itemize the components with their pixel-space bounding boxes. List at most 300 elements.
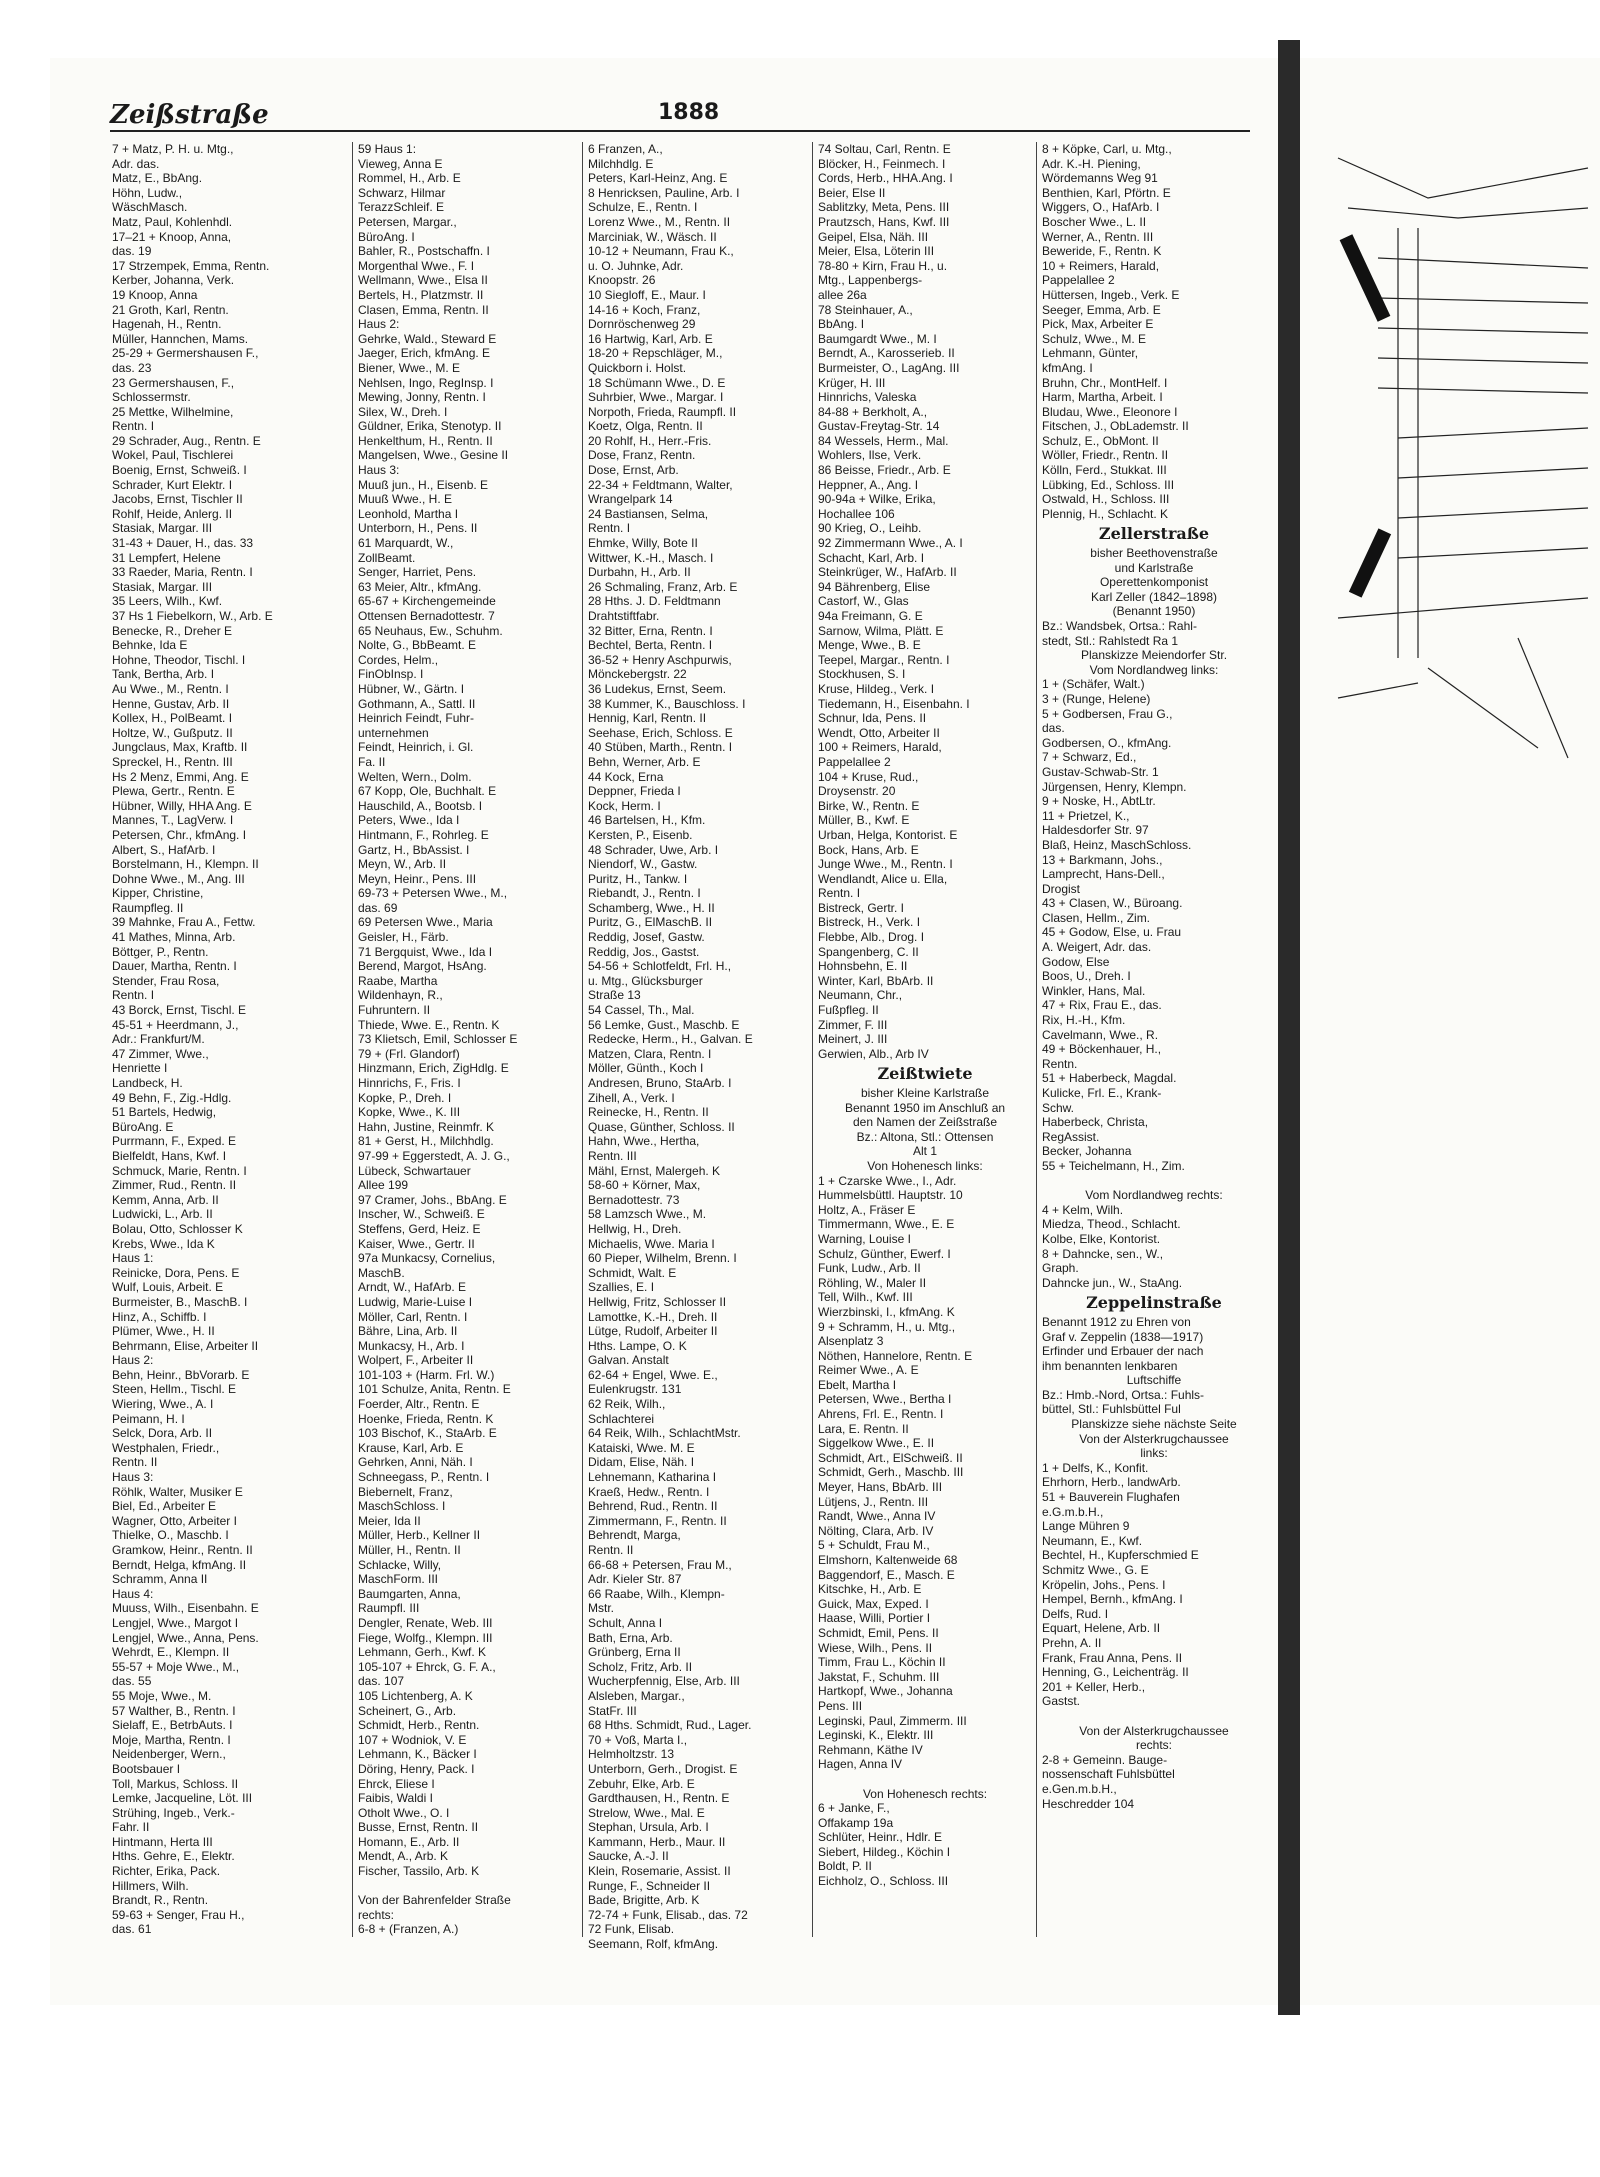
directory-entry: Sarnow, Wilma, Plätt. E [818,623,944,638]
directory-entry: Kulicke, Frl. E., Krank- [1042,1086,1162,1100]
directory-entry: Peters, Wwe., Ida I [358,813,460,828]
directory-entry: Lamprecht, Hans-Dell., [1042,867,1165,882]
directory-entry: Gardthausen, H., Rentn. E [588,1791,730,1806]
directory-entry: Meyn, W., Arb. II [358,857,447,872]
directory-entry: Haus 2: [358,317,400,332]
street-note: links: [1140,1446,1168,1461]
directory-entry: Kemm, Anna, Arb. II [112,1192,219,1207]
directory-entry: 84-88 + Berkholt, A., [818,404,928,419]
directory-entry: Mewing, Jonny, Rentn. I [358,390,486,405]
directory-entry: Stasiak, Margar. III [112,579,213,594]
directory-entry: Holtze, W., Gußputz. II [112,725,233,740]
directory-entry: 28 Hths. J. D. Feldtmann [588,594,721,609]
directory-entry: Wendt, Otto, Arbeiter II [818,725,940,740]
directory-entry: Graf v. Zeppelin (1838—1917) [1042,1329,1204,1344]
directory-entry: Kaiser, Wwe., Gertr. II [358,1236,475,1251]
directory-entry: Leginski, Paul, Zimmerm. III [818,1713,967,1728]
directory-entry: 86 Beisse, Friedr., Arb. E [818,463,951,478]
directory-entry: Otholt Wwe., O. I [358,1805,450,1820]
directory-entry: Wiese, Wilh., Pens. II [818,1640,933,1655]
street-note: Luftschiffe [1126,1373,1182,1388]
directory-entry: Rentn. II [588,1543,634,1557]
directory-entry: Bahler, R., Postschaffn. I [358,244,490,259]
directory-entry: Rentn. I [112,419,155,434]
directory-entry: büttel, Stl.: Fuhlsbüttel Ful [1042,1402,1181,1417]
directory-entry: Birke, W., Rentn. E [818,798,920,813]
directory-entry: Dose, Franz, Rentn. [588,448,696,463]
directory-entry: Schulz, Wwe., M. E [1042,331,1147,346]
directory-entry: 78 Steinhauer, A., [818,302,913,317]
directory-entry: Berndt, A., Karosserieb. II [818,346,955,361]
directory-entry: Reddig, Jos., Gastst. [588,944,700,959]
directory-entry: Bähre, Lina, Arb. II [358,1324,458,1339]
directory-entry [1042,1174,1266,1189]
directory-entry: e.Gen.m.b.H., [1042,1781,1117,1796]
directory-entry: 17–21 + Knoop, Anna, [112,229,232,244]
directory-entry: 105 Lichtenberg, A. K [358,1688,473,1703]
directory-entry: 69-73 + Petersen Wwe., M., [358,886,508,901]
directory-entry: 97 Cramer, Johs., BbAng. E [358,1192,507,1207]
directory-entry: Lara, E. Rentn. II [818,1421,909,1436]
directory-entry: Kopke, P., Dreh. I [358,1090,452,1105]
directory-entry: Elmshorn, Kaltenweide 68 [818,1553,958,1567]
directory-entry: 7 + Matz, P. H. u. Mtg., [112,142,234,156]
directory-entry: Droysenstr. 20 [818,784,896,799]
directory-entry: Hinnrichs, F., Fris. I [358,1076,461,1090]
directory-entry: Röhling, W., Maler II [818,1275,927,1290]
directory-entry: MaschForm. III [358,1572,439,1587]
directory-entry: Reinecke, H., Rentn. II [588,1105,709,1120]
directory-entry: Cords, Herb., HHA.Ang. I [818,171,953,186]
directory-entry: 66 Raabe, Wilh., Klempn- [588,1586,725,1601]
directory-entry: Beweride, F., Rentn. K [1042,244,1162,259]
directory-entry: 32 Bitter, Erna, Rentn. I [588,623,713,638]
directory-entry: Menge, Wwe., B. E [818,638,921,653]
directory-entry: Lütge, Rudolf, Arbeiter II [588,1324,718,1339]
directory-entry: 45-51 + Heerdmann, J., [112,1017,239,1032]
directory-entry: A. Weigert, Adr. das. [1042,940,1152,955]
directory-entry: MaschB. [358,1265,405,1280]
directory-entry: u. O. Juhnke, Adr. [588,258,684,273]
directory-entry: Jungclaus, Max, Kraftb. II [112,740,248,755]
directory-entry: Lehmann, Gerh., Kwf. K [358,1645,487,1660]
directory-entry: Lengjel, Wwe., Margot I [112,1615,239,1630]
directory-entry: Schneegass, P., Rentn. I [358,1470,490,1485]
directory-entry: Mangelsen, Wwe., Gesine II [358,448,509,463]
street-note: Vom Nordlandweg links: [1089,662,1219,677]
directory-entry: Borstelmann, H., Klempn. II [112,857,259,872]
street-note: Von der Alsterkrugchaussee [1079,1431,1229,1446]
directory-entry: Vieweg, Anna E [358,156,443,171]
directory-entry: Winter, Karl, BbArb. II [818,973,934,988]
directory-entry: 54-56 + Schlotfeldt, Frl. H., [588,959,732,974]
directory-entry: Dose, Ernst, Arb. [588,463,679,478]
directory-entry: Albert, S., HafArb. I [112,842,216,857]
column-divider [812,142,813,1937]
directory-entry: 59 Haus 1: [358,142,417,156]
directory-entry: Blöcker, H., Feinmech. I [818,156,946,171]
directory-entry: 51 + Haberbeck, Magdal. [1042,1071,1177,1086]
directory-entry: Hohnsbehn, E. II [818,959,908,974]
directory-entry: Behrmann, Elise, Arbeiter II [112,1338,259,1353]
directory-entry: FinObInsp. I [358,667,424,682]
directory-entry: Schlossermstr. [112,390,191,405]
directory-entry: Nehlsen, Ingo, RegInsp. I [358,375,494,390]
directory-entry: 56 Lemke, Gust., Maschb. E [588,1017,740,1032]
directory-entry: Zimmermann, F., Rentn. II [588,1513,727,1528]
directory-entry: Kock, Herm. I [588,798,661,813]
directory-entry: 97a Munkacsy, Cornelius, [358,1251,496,1266]
directory-entry: RegAssist. [1042,1129,1100,1144]
directory-entry: Haus 2: [112,1353,154,1368]
directory-entry: 74 Soltau, Carl, Rentn. E [818,142,951,156]
directory-entry: Güldner, Erika, Stenotyp. II [358,419,502,434]
column-3 [588,142,808,1952]
directory-entry: Fußpfleg. II [818,1003,879,1018]
directory-entry: ZollBeamt. [358,550,416,565]
directory-entry: Haus 4: [112,1586,154,1601]
directory-entry: Riebandt, J., Rentn. I [588,886,701,901]
directory-entry: 14-16 + Koch, Franz, [588,302,701,317]
directory-entry: 23 Germershausen, F., [112,375,235,390]
directory-entry: Hinzmann, Erich, ZigHdlg. E [358,1061,509,1076]
directory-entry: Lehnemann, Katharina I [588,1470,717,1485]
street-heading: Zeißtwiete [877,1064,973,1084]
directory-entry: Wellmann, Wwe., Elsa II [358,273,488,288]
directory-entry: Schrader, Kurt Elektr. I [112,477,233,492]
directory-entry: Bertels, H., Platzmstr. II [358,287,484,302]
directory-entry: Plümer, Wwe., H. II [112,1324,215,1339]
directory-entry: Petersen, Chr., kfmAng. I [112,827,247,842]
directory-entry: Hagen, Anna IV [818,1757,903,1772]
directory-entry: Peimann, H. I [112,1411,185,1426]
directory-entry: 104 + Kruse, Rud., [818,769,919,784]
directory-entry: Henkelthum, H., Rentn. II [358,433,493,448]
directory-entry: Hellwig, H., Dreh. [588,1221,682,1236]
directory-entry: Homann, E., Arb. II [358,1834,460,1849]
street-note: bisher Kleine Karlstraße [860,1086,990,1100]
directory-entry: 1 + Czarske Wwe., I., Adr. [818,1173,957,1188]
directory-entry: Röhlk, Walter, Musiker E [112,1484,243,1499]
street-note: Karl Zeller (1842–1898) [1090,589,1218,604]
directory-entry: StatFr. III [588,1703,637,1718]
directory-entry: 68 Hths. Schmidt, Rud., Lager. [588,1718,752,1733]
directory-entry: Kraeß, Hedw., Rentn. I [588,1484,710,1499]
directory-entry: Bath, Erna, Arb. [588,1630,673,1645]
street-note: Von Hohenesch rechts: [862,1786,988,1801]
directory-entry: 55 + Teichelmann, H., Zim. [1042,1158,1185,1173]
directory-entry: Berndt, Helga, kfmAng. II [112,1557,247,1572]
directory-entry: Rentn. I [818,886,861,901]
directory-entry: Schacht, Karl, Arb. I [818,550,925,565]
directory-entry: Schamberg, Wwe., H. II [588,900,715,915]
directory-entry: Funk, Ludw., Arb. II [818,1261,921,1276]
directory-entry: Mannes, T., LagVerw. I [112,813,234,828]
directory-entry: Meyn, Heinr., Pens. III [358,871,477,886]
directory-entry: 37 Hs 1 Fiebelkorn, W., Arb. E [112,609,273,623]
directory-entry: Knoopstr. 26 [588,273,656,288]
directory-entry: Krause, Karl, Arb. E [358,1440,464,1455]
directory-entry: Wördemanns Weg 91 [1042,171,1158,186]
directory-entry: Reddig, Josef, Gastw. [588,930,705,945]
directory-entry: Becker, Johanna [1042,1144,1132,1159]
directory-entry: Lengjel, Wwe., Anna, Pens. [112,1630,259,1645]
directory-entry: BbAng. I [818,317,865,332]
directory-entry: TerazzSchleif. E [358,200,445,215]
directory-entry: Boscher Wwe., L. II [1042,214,1147,229]
directory-entry: 70 + Voß, Marta I., [588,1732,688,1747]
directory-entry: Faibis, Waldi I [358,1791,433,1806]
directory-entry: Burmeister, O., LagAng. III [818,360,960,375]
directory-entry: Höhn, Ludw., [112,185,183,200]
directory-entry: 71 Bergquist, Wwe., Ida I [358,944,493,959]
column-1 [112,142,344,1942]
directory-entry: Fitschen, J., ObLademstr. II [1042,419,1189,434]
directory-entry: Jacobs, Ernst, Tischler II [112,492,243,507]
directory-entry: 48 Schrader, Uwe, Arb. I [588,842,719,857]
directory-entry: Schmidt, Herb., Rentn. [358,1718,480,1733]
directory-entry: Schulze, E., Rentn. I [588,200,698,215]
directory-entry: Holtz, A., Fräser E [818,1202,916,1217]
directory-entry: Raumpfl. III [358,1601,420,1616]
directory-entry: Adr. Kieler Str. 87 [588,1572,682,1587]
directory-entry: Rentn. I [112,988,155,1003]
directory-entry: Strelow, Wwe., Mal. E [588,1805,705,1820]
directory-entry: 100 + Reimers, Harald, [818,740,942,755]
directory-entry: Ottensen Bernadottestr. 7 [358,609,495,623]
directory-entry: Gehrke, Wald., Steward E [358,331,497,346]
directory-entry: Bade, Brigitte, Arb. K [588,1893,700,1908]
directory-entry: Bz.: Hmb.-Nord, Ortsa.: Fuhls- [1042,1387,1205,1402]
directory-entry: Hübner, W., Gärtn. I [358,681,465,696]
directory-entry: 67 Kopp, Ole, Buchhalt. E [358,784,497,799]
directory-entry: Kolbe, Elke, Kontorist. [1042,1231,1161,1246]
directory-entry: 73 Klietsch, Emil, Schlosser E [358,1032,518,1047]
directory-entry: Erfinder und Erbauer der nach [1042,1344,1204,1359]
directory-entry: Boldt, P. II [818,1859,872,1874]
directory-entry: Zebuhr, Elke, Arb. E [588,1776,695,1791]
header-year: 1888 [658,100,720,125]
directory-entry: Rehmann, Käthe IV [818,1742,923,1757]
directory-entry: Helmholtzstr. 13 [588,1747,675,1762]
directory-entry: Ehmke, Willy, Bote II [588,536,698,551]
directory-entry: Gustav-Freytag-Str. 14 [818,419,940,434]
directory-entry: Kitschke, H., Arb. E [818,1582,922,1597]
directory-entry: Godbersen, O., kfmAng. [1042,735,1172,750]
column-divider [1036,142,1037,1937]
street-note: Alt 1 [912,1144,937,1159]
directory-entry: 9 + Noske, H., AbtLtr. [1042,794,1156,809]
directory-entry: 4 + Kelm, Wilh. [1042,1202,1124,1217]
directory-entry: 6 Franzen, A., [588,142,663,156]
directory-entry: Silex, W., Dreh. I [358,404,448,419]
directory-entry: allee 26a [818,287,867,302]
directory-entry: Petersen, Margar., [358,214,457,229]
directory-entry: Gramkow, Heinr., Rentn. II [112,1543,253,1557]
directory-entry: Offakamp 19a [818,1815,894,1830]
directory-entry: Wokel, Paul, Tischlerei [112,448,234,463]
directory-entry: Burmeister, B., MaschB. I [112,1294,248,1309]
directory-entry: Hahn, Justine, Reinmfr. K [358,1119,495,1134]
directory-entry: Lütjens, J., Rentn. III [818,1494,929,1509]
directory-entry: 17 Strzempek, Emma, Rentn. [112,258,270,273]
directory-entry: Behn, Heinr., BbVorarb. E [112,1367,250,1382]
street-note: Planskizze Meiendorfer Str. [1080,648,1228,663]
directory-entry: Runge, F., Schneider II [588,1878,711,1893]
directory-entry: Fiege, Wolfg., Klempn. III [358,1630,493,1645]
directory-entry: Schmidt, Walt. E [588,1265,677,1280]
directory-entry: 54 Cassel, Th., Mal. [588,1003,695,1018]
directory-entry: Wendlandt, Alice u. Ella, [818,871,948,886]
directory-entry: Schmuck, Marie, Rentn. I [112,1163,247,1178]
directory-entry: Hennig, Karl, Rentn. II [588,711,707,726]
directory-entry: Neumann, E., Kwf. [1042,1533,1143,1548]
directory-entry: Meier, Ida II [358,1513,421,1528]
directory-entry: Lorenz Wwe., M., Rentn. II [588,214,731,229]
directory-entry: 10 + Reimers, Harald, [1042,258,1160,273]
directory-entry: Deppner, Frieda I [588,784,681,799]
directory-entry: 25-29 + Germershausen F., [112,346,259,361]
directory-entry: Morgenthal Wwe., F. I [358,258,475,273]
directory-entry: Bechtel, H., Kupferschmied E [1042,1548,1199,1563]
directory-entry: Geipel, Elsa, Näh. III [818,229,929,244]
directory-entry: Henne, Gustav, Arb. II [112,696,230,711]
directory-entry: Arndt, W., HafArb. E [358,1280,467,1295]
directory-entry: Baggendorf, E., Masch. E [818,1567,955,1582]
directory-entry: Sielaff, E., BetrbAuts. I [112,1718,233,1733]
directory-entry: Schult, Anna I [588,1615,663,1630]
directory-entry: 10-12 + Neumann, Frau K., [588,244,734,259]
directory-entry: Henriette I [112,1061,168,1076]
street-note: und Karlstraße [1114,560,1194,575]
directory-entry: Schw. [1042,1100,1075,1115]
directory-entry: das. 61 [112,1922,152,1937]
directory-entry: Müller, B., Kwf. E [818,813,910,828]
directory-entry: Stasiak, Margar. III [112,521,213,536]
directory-entry: 65 Neuhaus, Ew., Schuhm. [358,623,503,638]
directory-entry: Drahtstiftfabr. [588,609,660,623]
directory-entry: Muuß Wwe., H. E [358,492,453,507]
directory-entry: Rentn. III [588,1148,637,1163]
directory-entry: 16 Hartwig, Karl, Arb. E [588,331,713,346]
directory-entry: Miedza, Theod., Schlacht. [1042,1217,1181,1232]
directory-entry: Wierzbinski, I., kfmAng. K [818,1304,955,1319]
directory-entry: Seehase, Erich, Schloss. E [588,725,733,740]
directory-entry: 43 + Clasen, W., Büroang. [1042,896,1183,911]
directory-entry: 5 + Schuldt, Frau M., [818,1538,930,1553]
directory-entry: Bruhn, Chr., MontHelf. I [1042,375,1168,390]
column-2 [358,142,578,1942]
directory-entry: Michaelis, Wwe. Maria I [588,1236,715,1251]
directory-entry: Ebelt, Martha I [818,1377,897,1392]
directory-entry: Böttger, P., Rentn. [112,944,209,959]
directory-entry: Tiedemann, H., Eisenbahn. I [818,696,970,711]
directory-entry: Schlacke, Willy, [358,1557,442,1572]
directory-entry: Quase, Günther, Schloss. II [588,1119,735,1134]
directory-entry: Kataiski, Wwe. M. E [588,1440,695,1455]
directory-entry: Zihell, A., Verk. I [588,1090,675,1105]
directory-entry: 64 Reik, Wilh., SchlachtMstr. [588,1426,741,1441]
directory-entry: Mtg., Lappenbergs- [818,273,923,288]
directory-entry: Rohlf, Heide, Anlerg. II [112,506,233,521]
street-note: Von der Alsterkrugchaussee [1079,1723,1229,1738]
directory-entry: 2-8 + Gemeinn. Bauge- [1042,1752,1168,1767]
directory-entry: Dengler, Renate, Web. III [358,1615,493,1630]
directory-entry: 97-99 + Eggerstedt, A. J. G., [358,1148,510,1163]
directory-entry: Redecke, Herm., H., Galvan. E [588,1032,753,1047]
directory-entry: 8 Henricksen, Pauline, Arb. I [588,185,740,200]
directory-entry: 6-8 + (Franzen, A.) [358,1922,459,1937]
directory-entry: Lübeck, Schwartauer [358,1163,471,1178]
directory-entry [358,1879,578,1894]
directory-entry: Bernadottestr. 73 [588,1192,680,1207]
directory-entry: Muuß jun., H., Eisenb. E [358,477,489,492]
directory-entry: Heppner, A., Ang. I [818,477,919,492]
directory-entry: 66-68 + Petersen, Frau M., [588,1557,732,1572]
directory-entry: Lange Mühren 9 [1042,1519,1130,1534]
directory-entry: Unterborn, Gerh., Drogist. E [588,1761,738,1776]
directory-entry: Haldesdorfer Str. 97 [1042,823,1149,838]
directory-entry: 49 + Böckenhauer, H., [1042,1042,1162,1057]
directory-entry: Behrend, Rud., Rentn. II [588,1499,718,1514]
directory-entry: Scholz, Fritz, Arb. II [588,1659,693,1674]
directory-entry: Thiede, Wwe. E., Rentn. K [358,1017,500,1032]
directory-entry: Harm, Martha, Arbeit. I [1042,390,1163,405]
directory-entry: Kopke, Wwe., K. III [358,1105,461,1120]
directory-entry: Hahn, Wwe., Hertha, [588,1134,700,1149]
directory-entry: Lehmann, Günter, [1042,346,1139,361]
directory-entry [1042,1709,1266,1724]
directory-entry: Bistreck, Gertr. I [818,900,905,915]
directory-entry: 51 + Bauverein Flughafen [1042,1490,1180,1505]
directory-entry: Busse, Ernst, Rentn. II [358,1820,479,1835]
directory-entry: das. [1042,721,1065,736]
directory-entry: Fahr. II [112,1820,150,1835]
directory-entry: Hoenke, Frieda, Rentn. K [358,1411,494,1426]
directory-entry: Dauer, Martha, Rentn. I [112,959,237,974]
directory-entry: Plewa, Gertr., Rentn. E [112,784,235,799]
directory-entry: kfmAng. I [1042,360,1093,375]
directory-entry: Drogist [1042,881,1081,896]
directory-entry: Biener, Wwe., M. E [358,360,461,375]
directory-entry: 60 Pieper, Wilhelm, Brenn. I [588,1251,737,1266]
street-note: bisher Beethovenstraße [1090,546,1218,561]
directory-entry: Westphalen, Friedr., [112,1440,220,1455]
directory-entry: Milchhdlg. E [588,156,654,171]
directory-entry: Wiggers, O., HafArb. I [1042,200,1160,215]
directory-entry: Hochallee 106 [818,506,895,521]
directory-entry: Toll, Markus, Schloss. II [112,1776,239,1791]
page-header [110,100,1250,136]
directory-entry: Boenig, Ernst, Schweiß. I [112,463,247,478]
column-divider [582,142,583,1937]
directory-entry: Godow, Else [1042,954,1110,969]
directory-entry: Müller, Hannchen, Mams. [112,331,249,346]
directory-entry: Kipper, Christine, [112,886,204,901]
directory-entry: Wöller, Friedr., Rentn. II [1042,448,1169,463]
directory-entry: Plennig, H., Schlacht. K [1042,506,1169,521]
directory-entry: 1 + (Schäfer, Walt.) [1042,677,1145,692]
directory-entry: Szallies, E. I [588,1280,655,1295]
directory-entry: 29 Schrader, Aug., Rentn. E [112,433,261,448]
directory-entry: 63 Meier, Altr., kfmAng. [358,579,482,594]
directory-entry: Eulenkrugstr. 131 [588,1382,682,1397]
directory-entry: Matz, E., BbAng. [112,171,203,186]
directory-entry: Benecke, R., Dreher E [112,623,233,638]
directory-entry: Biel, Ed., Arbeiter E [112,1499,217,1514]
directory-entry: Peters, Karl-Heinz, Ang. E [588,171,728,186]
directory-entry: Gustav-Schwab-Str. 1 [1042,764,1159,779]
